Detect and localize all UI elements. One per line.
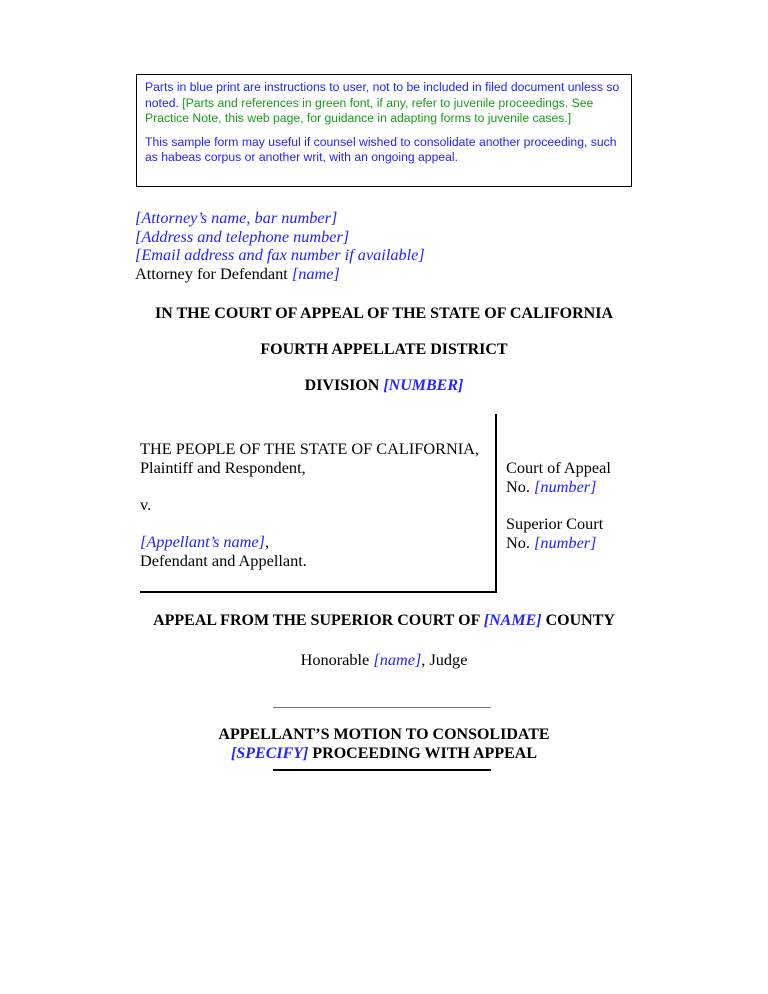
defendant-role: Defendant and Appellant. — [140, 551, 307, 571]
appeal-suffix: COUNTY — [541, 612, 615, 629]
motion-title-suffix: PROCEEDING WITH APPEAL — [308, 745, 537, 762]
judge-suffix: , Judge — [421, 650, 468, 669]
proceeding-type-placeholder: [SPECIFY] — [231, 745, 309, 762]
motion-title-line2 — [0, 744, 768, 763]
sc-no-label: No. — [506, 532, 535, 552]
coa-label: Court of Appeal — [506, 458, 611, 477]
case-caption-parties — [140, 440, 479, 571]
instructions-paragraph-1 — [145, 80, 623, 127]
judge-prefix: Honorable — [300, 650, 374, 669]
caption-bottom-divider — [140, 591, 496, 593]
attorney-block — [135, 209, 425, 284]
versus-text: v. — [140, 495, 152, 515]
county-placeholder: [NAME] — [483, 612, 542, 629]
appeal-heading — [0, 611, 768, 630]
appellant-name-placeholder: [Appellant’s name] — [140, 532, 265, 552]
court-title: IN THE COURT OF APPEAL OF THE STATE OF CALIFORNIA — [154, 305, 614, 322]
coa-no-label: No. — [506, 476, 535, 496]
superior-court-label: Superior Court — [506, 514, 604, 534]
attorney-name-line: [Attorney’s name, bar number] — [135, 208, 338, 227]
instructions-paragraph-2: This sample form may useful if counsel wished to consolidate another proceeding, such as habeas corpus or another writ, with an ongoing appeal. — [145, 134, 617, 164]
division-number-placeholder: [NUMBER] — [383, 377, 464, 394]
judge-line — [0, 650, 768, 669]
case-numbers — [506, 459, 611, 553]
division-heading — [0, 376, 768, 395]
attorney-email-line: [Email address and fax number if available] — [135, 245, 425, 265]
caption-vertical-divider — [495, 414, 497, 593]
defendant-name-placeholder: [name] — [291, 264, 340, 284]
instructions-green-text: [Parts and references in green font, if any, refer to juvenile proceedings. See Practice Note, this web page, for guidance in adapting forms to juvenile cases.] — [145, 95, 594, 125]
appellant-comma: , — [264, 532, 270, 552]
motion-title-line1: APPELLANT’S MOTION TO CONSOLIDATE — [218, 726, 550, 743]
plaintiff-role: Plaintiff and Respondent, — [140, 457, 306, 477]
instructions-box — [136, 74, 632, 187]
coa-number-line — [506, 478, 611, 497]
division-label: DIVISION — [304, 377, 384, 394]
instructions-blue-text: Parts in blue print are instructions to user, not to be included in filed document unless so noted. — [145, 80, 620, 110]
attorney-address-line: [Address and telephone number] — [135, 226, 350, 246]
district-heading: FOURTH APPELLATE DISTRICT — [260, 341, 508, 358]
appellant-line — [140, 533, 479, 552]
separator-rule-bottom — [273, 769, 491, 771]
separator-rule-top — [273, 707, 491, 708]
appeal-prefix: APPEAL FROM THE SUPERIOR COURT OF — [153, 612, 484, 629]
attorney-for-label: Attorney for Defendant — [135, 264, 292, 284]
coa-number-placeholder: [number] — [534, 476, 597, 496]
superior-court-number-line — [506, 534, 611, 553]
judge-name-placeholder: [name] — [373, 650, 422, 669]
attorney-for-line — [135, 265, 425, 284]
plaintiff-name: THE PEOPLE OF THE STATE OF CALIFORNIA, — [140, 439, 479, 458]
sc-number-placeholder: [number] — [534, 532, 597, 552]
